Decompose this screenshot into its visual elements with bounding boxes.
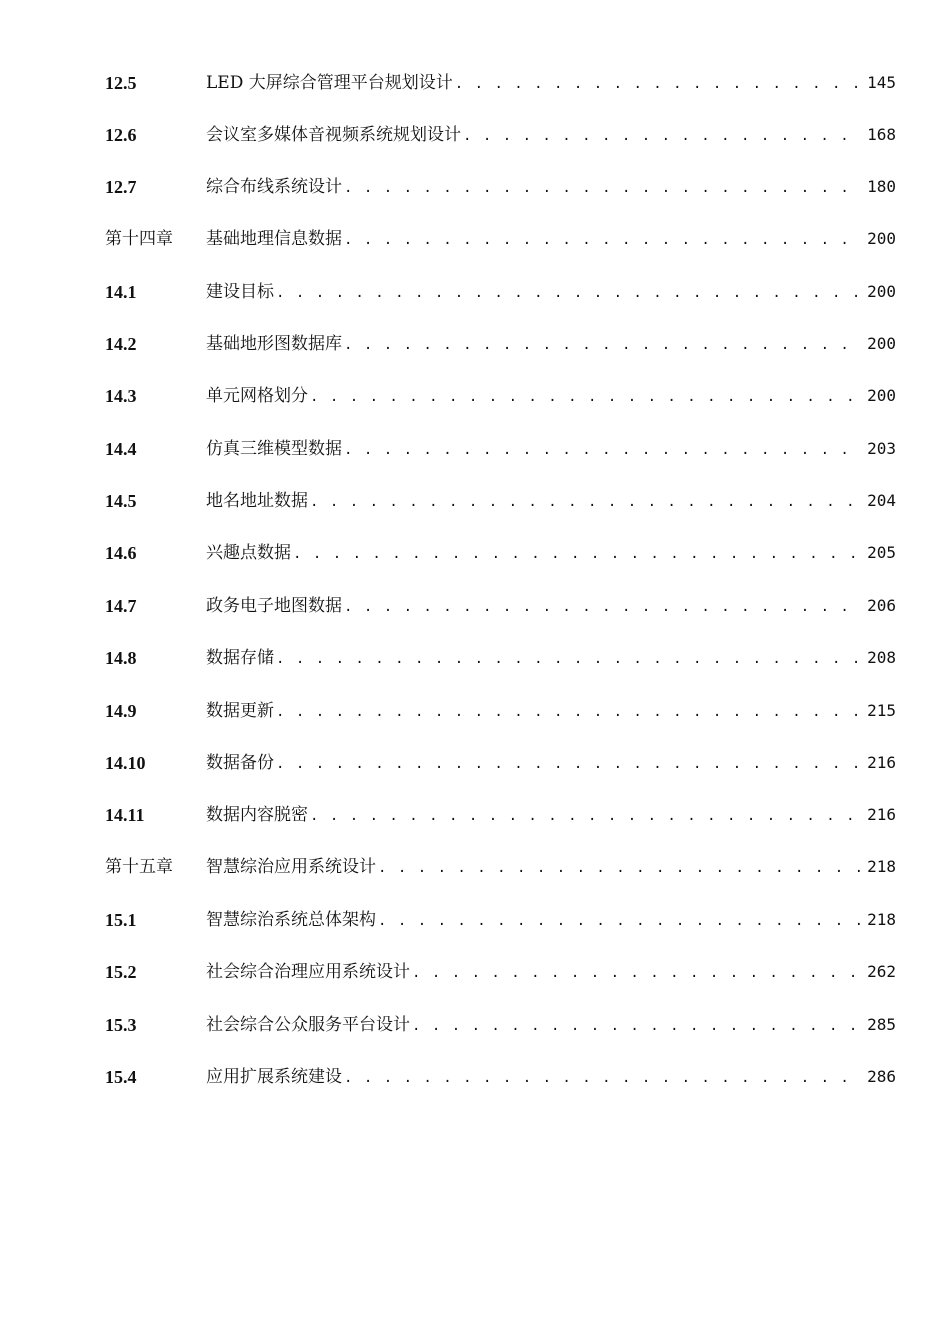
toc-entry-title: 社会综合治理应用系统设计	[206, 962, 410, 982]
toc-entry-title: 数据存储	[206, 648, 274, 668]
toc-entry-title: 综合布线系统设计	[206, 177, 342, 197]
toc-entry[interactable]	[0, 643, 950, 673]
toc-entry-title: 智慧综治系统总体架构	[206, 910, 376, 930]
toc-entry-number: 14.4	[105, 439, 137, 459]
toc-entry-title: 建设目标	[206, 282, 274, 302]
toc-entry[interactable]	[0, 486, 950, 516]
toc-entry-page: 205	[867, 543, 896, 562]
toc-entry-title: LED 大屏综合管理平台规划设计	[206, 73, 453, 93]
toc-entry-title: 应用扩展系统建设	[206, 1067, 342, 1087]
dot-leader	[276, 648, 861, 669]
toc-entry-page: 203	[867, 439, 896, 458]
dot-leader	[412, 1015, 861, 1036]
toc-entry-title: 社会综合公众服务平台设计	[206, 1015, 410, 1035]
toc-entry[interactable]	[0, 538, 950, 568]
toc-entry-title: 数据备份	[206, 753, 274, 773]
dot-leader	[344, 439, 861, 460]
toc-entry-number: 14.2	[105, 334, 137, 354]
toc-entry[interactable]	[0, 329, 950, 359]
dot-leader	[293, 543, 861, 564]
toc-entry-page: 206	[867, 596, 896, 615]
toc-entry-number: 14.9	[105, 701, 137, 721]
toc-entry-page: 208	[867, 648, 896, 667]
toc-entry-page: 286	[867, 1067, 896, 1086]
toc-entry-number: 12.6	[105, 125, 137, 145]
toc-entry-title: 仿真三维模型数据	[206, 439, 342, 459]
toc-entry-title: 政务电子地图数据	[206, 596, 342, 616]
dot-leader	[310, 386, 861, 407]
toc-entry[interactable]	[0, 957, 950, 987]
dot-leader	[276, 753, 861, 774]
toc-entry-page: 180	[867, 177, 896, 196]
toc-entry-title: 会议室多媒体音视频系统规划设计	[206, 125, 461, 145]
toc-entry-title: 数据更新	[206, 701, 274, 721]
toc-entry[interactable]	[0, 748, 950, 778]
toc-entry[interactable]	[0, 591, 950, 621]
toc-entry-page: 216	[867, 753, 896, 772]
toc-chapter-entry[interactable]	[0, 852, 950, 882]
toc-entry-number: 14.1	[105, 282, 137, 302]
dot-leader	[310, 805, 861, 826]
toc-entry-title: 基础地理信息数据	[206, 229, 342, 249]
toc-entry-title: 智慧综治应用系统设计	[206, 857, 376, 877]
toc-entry-number: 15.1	[105, 910, 137, 930]
dot-leader	[412, 962, 861, 983]
toc-entry[interactable]	[0, 696, 950, 726]
toc-entry-page: 215	[867, 701, 896, 720]
toc-entry[interactable]	[0, 381, 950, 411]
toc-entry-number: 14.7	[105, 596, 137, 616]
toc-entry-number: 12.5	[105, 73, 137, 93]
dot-leader	[344, 596, 861, 617]
toc-entry[interactable]	[0, 172, 950, 202]
toc-entry-title: 数据内容脱密	[206, 805, 308, 825]
toc-entry-page: 168	[867, 125, 896, 144]
toc-entry-page: 216	[867, 805, 896, 824]
toc-chapter-number: 第十五章	[105, 857, 173, 877]
toc-entry[interactable]	[0, 1062, 950, 1092]
dot-leader	[276, 701, 861, 722]
toc-entry-page: 262	[867, 962, 896, 981]
dot-leader	[378, 857, 861, 878]
toc-entry-number: 14.3	[105, 386, 137, 406]
dot-leader	[344, 334, 861, 355]
toc-entry-title: 基础地形图数据库	[206, 334, 342, 354]
toc-entry-page: 218	[867, 857, 896, 876]
toc-entry-number: 14.8	[105, 648, 137, 668]
toc-entry-title: 兴趣点数据	[206, 543, 291, 563]
toc-entry[interactable]	[0, 905, 950, 935]
toc-entry[interactable]	[0, 800, 950, 830]
toc-chapter-entry[interactable]	[0, 224, 950, 254]
dot-leader	[344, 1067, 861, 1088]
dot-leader	[463, 125, 861, 146]
toc-entry-page: 218	[867, 910, 896, 929]
toc-entry-page: 200	[867, 229, 896, 248]
toc-entry[interactable]	[0, 68, 950, 98]
toc-entry-number: 15.2	[105, 962, 137, 982]
toc-entry-page: 200	[867, 282, 896, 301]
toc-entry-number: 14.5	[105, 491, 137, 511]
toc-entry-page: 200	[867, 386, 896, 405]
toc-entry-page: 200	[867, 334, 896, 353]
dot-leader	[344, 177, 861, 198]
toc-entry-number: 14.10	[105, 753, 146, 773]
dot-leader	[310, 491, 861, 512]
toc-entry-number: 14.11	[105, 805, 145, 825]
toc-entry-page: 204	[867, 491, 896, 510]
toc-entry-number: 14.6	[105, 543, 137, 563]
dot-leader	[378, 910, 861, 931]
dot-leader	[344, 229, 861, 250]
toc-entry[interactable]	[0, 120, 950, 150]
toc-entry-page: 145	[867, 73, 896, 92]
toc-entry[interactable]	[0, 277, 950, 307]
toc-entry-title: 地名地址数据	[206, 491, 308, 511]
dot-leader	[276, 282, 861, 303]
toc-entry-number: 15.4	[105, 1067, 137, 1087]
toc-entry-number: 12.7	[105, 177, 137, 197]
toc-entry-number: 15.3	[105, 1015, 137, 1035]
toc-entry-page: 285	[867, 1015, 896, 1034]
dot-leader	[455, 73, 861, 94]
toc-chapter-number: 第十四章	[105, 229, 173, 249]
toc-entry[interactable]	[0, 434, 950, 464]
toc-entry-title: 单元网格划分	[206, 386, 308, 406]
toc-entry[interactable]	[0, 1010, 950, 1040]
